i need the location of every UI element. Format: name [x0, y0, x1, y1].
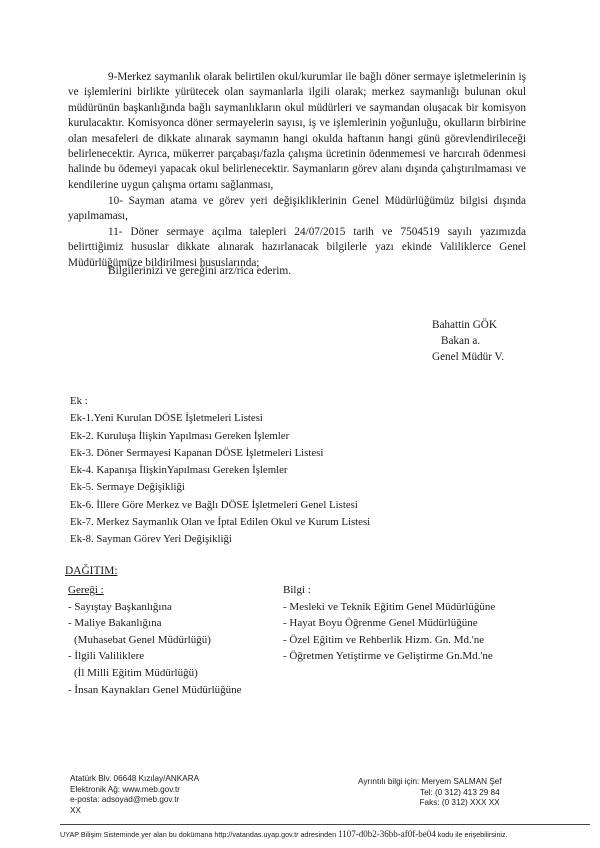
action-recipient-sub: (İl Milli Eğitim Müdürlüğü) — [74, 666, 198, 679]
paragraph-11: 11- Döner sermaye açılma talepleri 24/07/2015 tarih ve 7504519 sayılı yazımızda belirttiğimiz hususlar dikkate alınarak hazırlanacak bilgilerle yazı ekinde Valiliklerce Genel Müdürlüğümüze bildirilmesi hususlarında; — [68, 226, 526, 269]
action-recipient: - Sayıştay Başkanlığına — [68, 600, 172, 613]
signature-block — [432, 317, 504, 365]
paragraph-10: 10- Sayman atama ve görev yeri değişikliklerinin Genel Müdürlüğümüz bilgisi dışında yapılmaması, — [68, 195, 526, 223]
info-recipient: - Öğretmen Yetiştirme ve Geliştirme Gn.Md.'ne — [283, 650, 493, 663]
action-recipient-sub: (Muhasebat Genel Müdürlüğü) — [74, 633, 211, 646]
footer-contact: Ayrıntılı bilgi için: Meryem SALMAN Şef — [358, 777, 502, 786]
closing-line: Bilgilerinizi ve gereğini arz/rica ederim. — [108, 265, 292, 277]
footer-address: Atatürk Blv. 06648 Kızılay/ANKARA — [70, 774, 200, 783]
attachment-item: Ek-4. Kapanışa İlişkinYapılması Gereken İşlemler — [70, 464, 288, 477]
signatory-title: Genel Müdür V. — [432, 351, 504, 363]
footer-web: Elektronik Ağ: www.meb.gov.tr — [70, 784, 180, 794]
info-recipient: - Özel Eğitim ve Rehberlik Hizm. Gn. Md.'ne — [283, 633, 485, 646]
footer-divider — [60, 824, 590, 825]
uyap-verification-line — [60, 829, 508, 839]
footer-tel: Tel: (0 312) 413 29 84 — [419, 787, 500, 797]
info-heading: Bilgi : — [283, 584, 311, 596]
action-heading: Gereği : — [68, 584, 104, 596]
attachments-heading: Ek : — [70, 395, 88, 407]
signatory-role-line: Bakan a. — [441, 335, 481, 347]
footer-address-block — [70, 774, 199, 816]
attachment-item: Ek-1.Yeni Kurulan DÖSE İşletmeleri Listesi — [70, 412, 263, 425]
uyap-suffix: kodu ile erişebilirsiniz. — [437, 830, 508, 839]
paragraph-9: 9-Merkez saymanlık olarak belirtilen okul/kurumlar ile bağlı döner sermaye işletmelerinin iş ve işlemlerini birlikte yürütecek olan saymanlarla ilgili olarak; merkez saymanlığı bulunan okul müdürünün başkanlığında bağlı saymanlıkların okul müdürleri ve saymandan oluşacak bir komisyon kurulacaktır. Komisyonca döner sermayelerin sayısı, iş ve işlemlerinin yoğunluğu, okulların birbirine olan mesafeleri de dikkate alınarak saymanın hangi okulda haftanın hangi günü görevlendirileceği belirlenecektir. Ayrıca, mükerrer parçabaşı/fazla çalışma ücretinin ödenmemesi ve harcırah ödenmesi halinde bu ödemeyi yapacak okul belirlenecektir. Saymanların görev alanı dışında çalıştırılmaması ve kendilerine uygun çalışma ortamı sağlanması, — [68, 71, 526, 191]
distribution-heading: DAĞITIM: — [65, 565, 118, 577]
uyap-code: 1107-d0b2-36bb-af0f-be04 — [338, 829, 436, 839]
distribution-action-list — [68, 582, 242, 698]
attachment-item: Ek-6. İllere Göre Merkez ve Bağlı DÖSE İşletmeleri Genel Listesi — [70, 498, 358, 511]
attachment-item: Ek-2. Kuruluşa İlişkin Yapılması Gereken İşlemler — [70, 429, 290, 442]
action-recipient: - Maliye Bakanlığına — [68, 617, 162, 630]
info-recipient: - Mesleki ve Teknik Eğitim Genel Müdürlüğüne — [283, 600, 496, 613]
uyap-text: UYAP Bilişim Sisteminde yer alan bu dokümana http://vatandas.uyap.gov.tr adresinden — [60, 830, 337, 839]
footer-contact-block — [358, 777, 502, 809]
signatory-name: Bahattin GÖK — [432, 319, 497, 331]
footer-xx: XX — [70, 805, 81, 815]
action-recipient: - İlgili Valiliklere — [68, 650, 145, 663]
attachment-item: Ek-5. Sermaye Değişikliği — [70, 481, 185, 494]
action-recipient: - İnsan Kaynakları Genel Müdürlüğüne — [68, 683, 242, 696]
distribution-info-list — [283, 582, 495, 665]
info-recipient: - Hayat Boyu Öğrenme Genel Müdürlüğüne — [283, 617, 478, 630]
footer-email: e-posta: adsoyad@meb.gov.tr — [70, 795, 180, 805]
attachment-item: Ek-3. Döner Sermayesi Kapanan DÖSE İşletmeleri Listesi — [70, 446, 324, 459]
attachment-item: Ek-7. Merkez Saymanlık Olan ve İptal Edilen Okul ve Kurum Listesi — [70, 516, 371, 529]
attachments-list — [70, 393, 370, 549]
attachment-item: Ek-8. Sayman Görev Yeri Değişikliği — [70, 533, 232, 546]
footer-fax: Faks: (0 312) XXX XX — [419, 798, 500, 808]
